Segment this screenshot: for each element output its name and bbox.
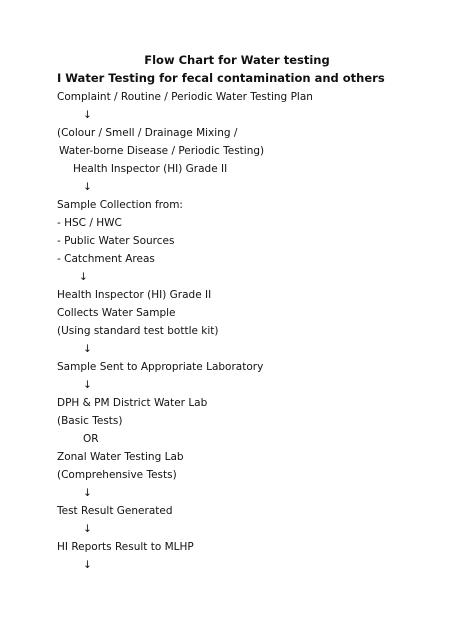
flow-step-district-lab: DPH & PM District Water Lab [57, 397, 208, 409]
flow-step-sample-collection: Sample Collection from: [57, 199, 183, 211]
flow-step-sent-to-lab: Sample Sent to Appropriate Laboratory [57, 361, 264, 373]
down-arrow-icon: ↓ [83, 559, 92, 571]
flow-step-result-generated: Test Result Generated [57, 505, 173, 517]
flow-step-basic-tests: (Basic Tests) [57, 415, 123, 427]
flow-step-collects-sample: Collects Water Sample [57, 307, 176, 319]
flow-step-inspector-collects: Health Inspector (HI) Grade II [57, 289, 212, 301]
down-arrow-icon: ↓ [83, 487, 92, 499]
flow-step-trigger: Complaint / Routine / Periodic Water Testing Plan [57, 91, 313, 103]
flow-step-comprehensive-tests: (Comprehensive Tests) [57, 469, 177, 481]
down-arrow-icon: ↓ [83, 343, 92, 355]
flow-step-kit-note: (Using standard test bottle kit) [57, 325, 219, 337]
section-heading: I Water Testing for fecal contamination and others [57, 71, 385, 85]
flow-step-trigger-reasons-1: (Colour / Smell / Drainage Mixing / [57, 127, 238, 139]
flow-step-inspector: Health Inspector (HI) Grade II [73, 163, 228, 175]
down-arrow-icon: ↓ [83, 379, 92, 391]
flowchart-steps [57, 88, 457, 574]
down-arrow-icon: ↓ [83, 109, 92, 121]
down-arrow-icon: ↓ [83, 181, 92, 193]
down-arrow-icon: ↓ [83, 523, 92, 535]
down-arrow-icon: ↓ [79, 271, 88, 283]
list-item: - Public Water Sources [57, 235, 175, 247]
list-item: - Catchment Areas [57, 253, 155, 265]
flow-step-or: OR [83, 433, 99, 445]
document-title: Flow Chart for Water testing [144, 53, 330, 67]
flow-step-report-to-mlhp: HI Reports Result to MLHP [57, 541, 194, 553]
list-item: - HSC / HWC [57, 217, 122, 229]
flow-step-zonal-lab: Zonal Water Testing Lab [57, 451, 184, 463]
flow-step-trigger-reasons-2: Water-borne Disease / Periodic Testing) [59, 145, 265, 157]
